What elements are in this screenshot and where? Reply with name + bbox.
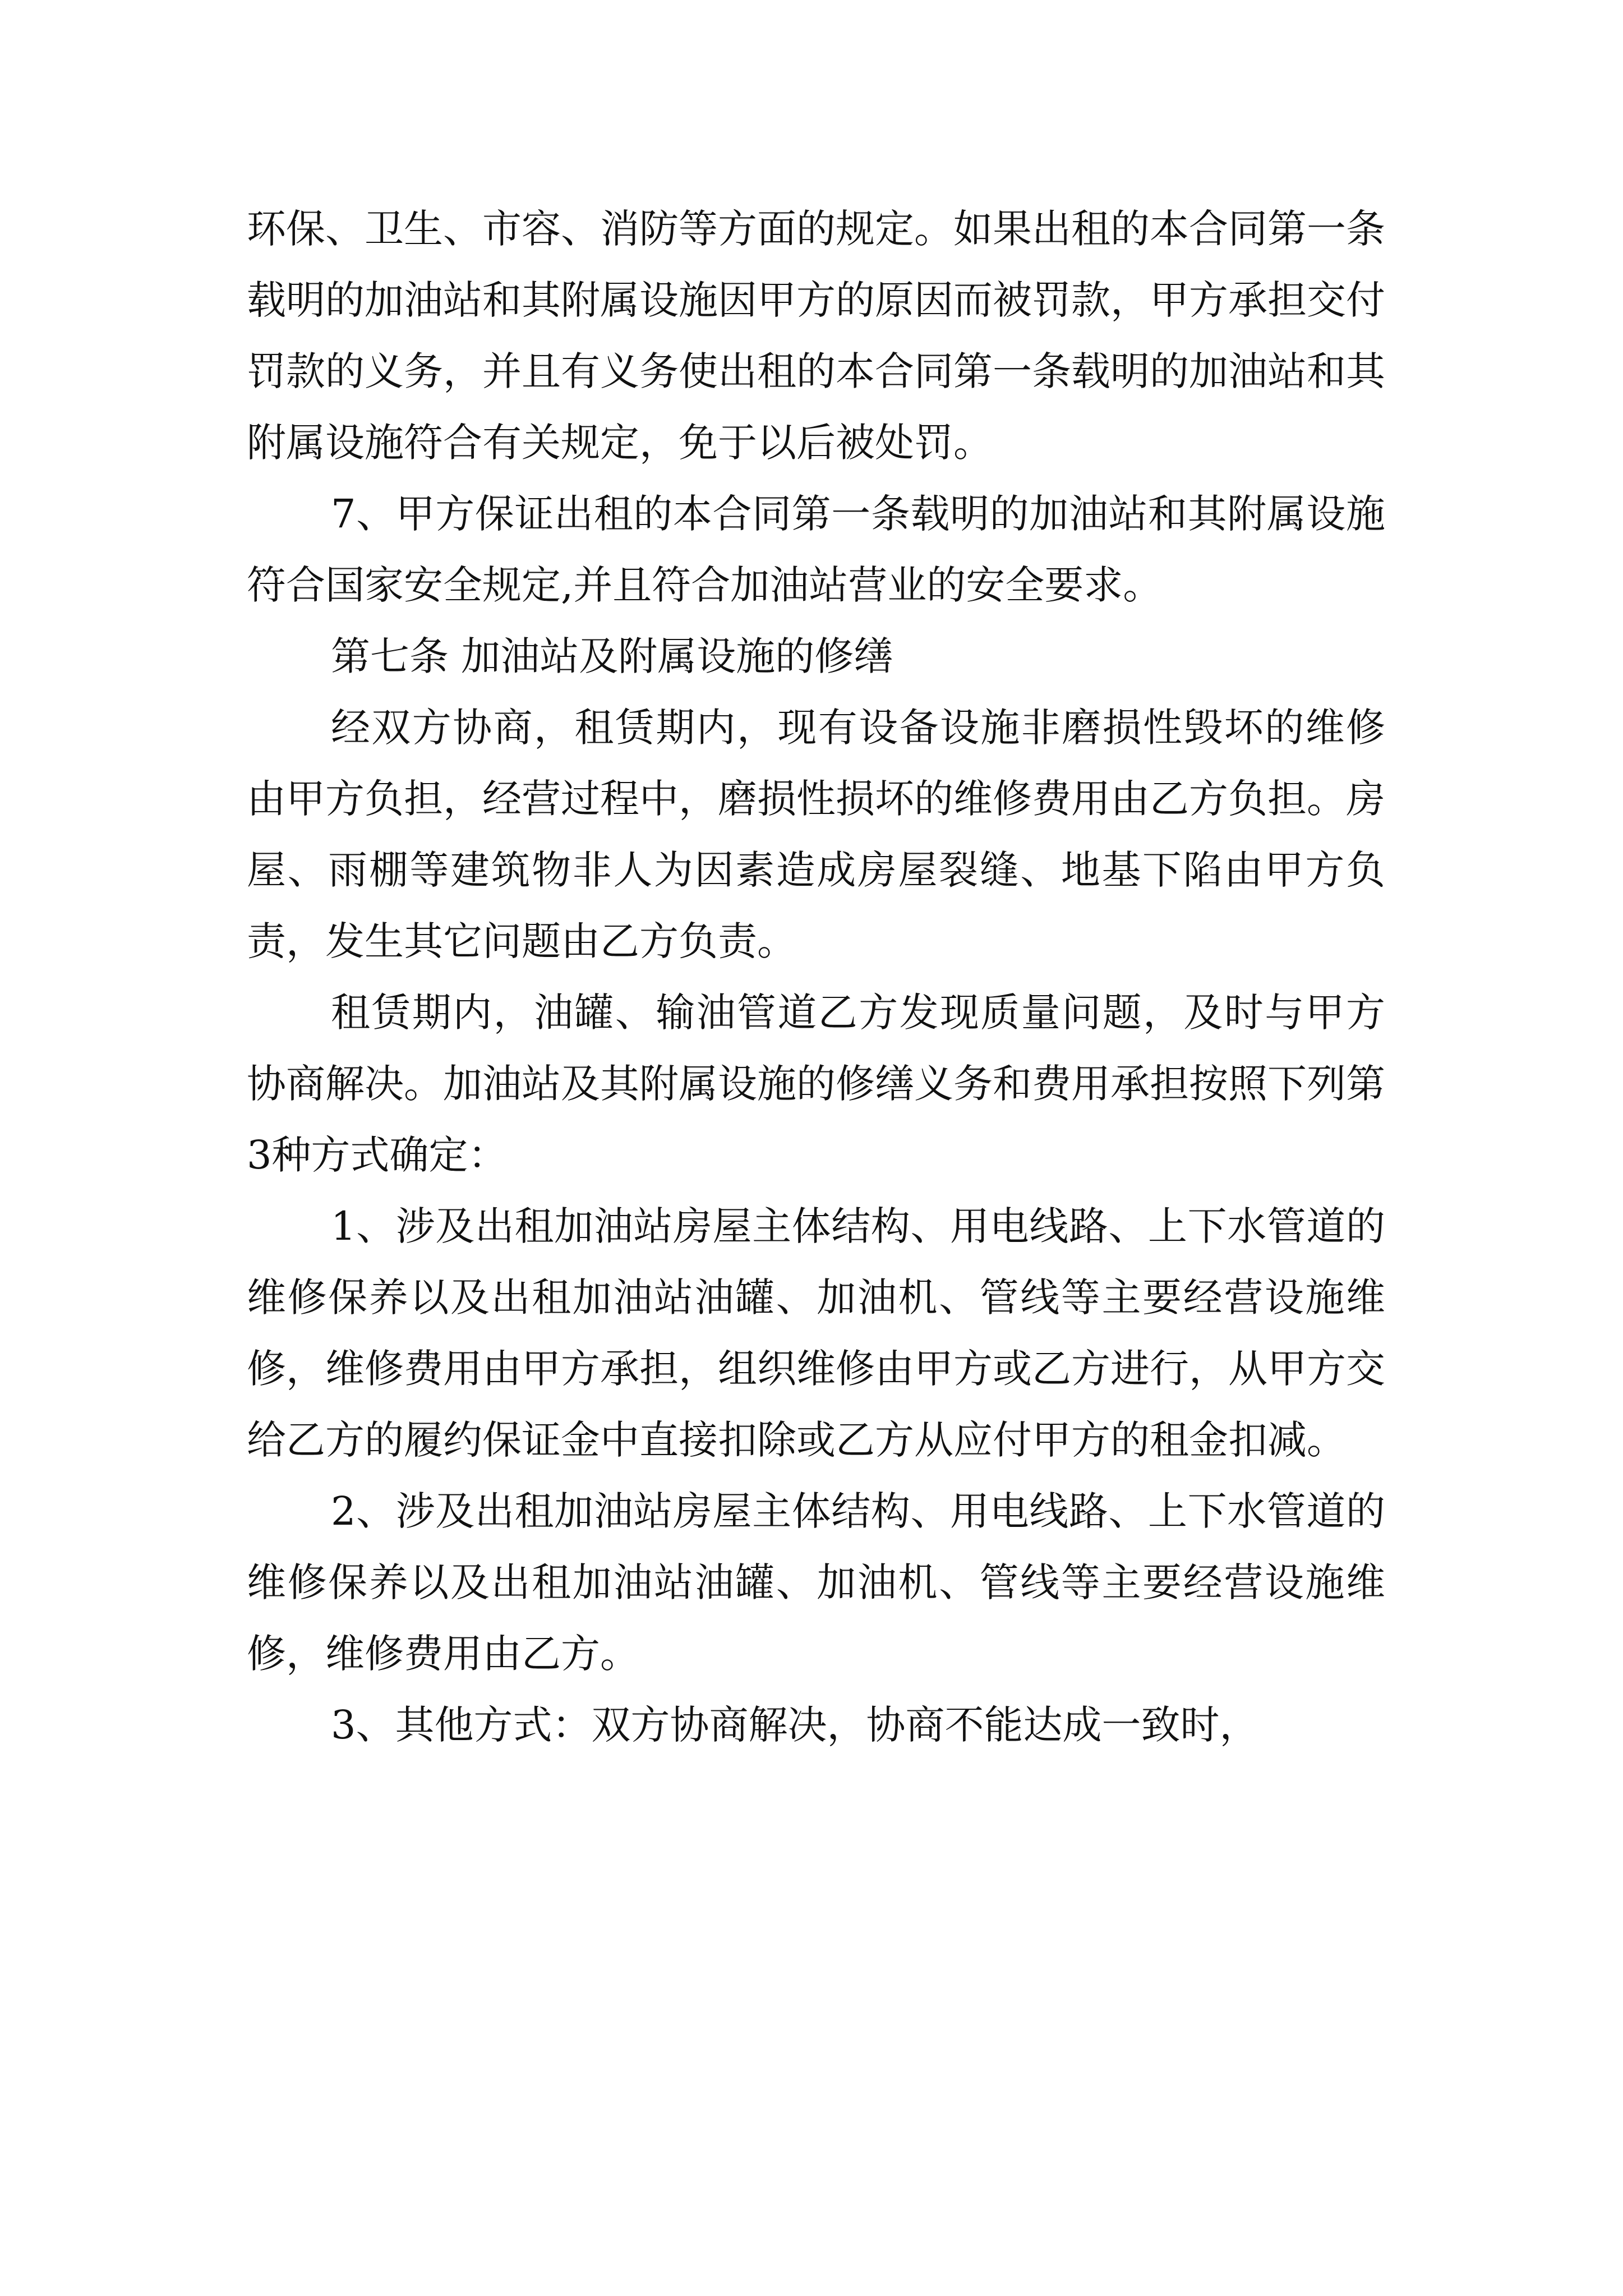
paragraph-option-2: 2、涉及出租加油站房屋主体结构、用电线路、上下水管道的维修保养以及出租加油站油罐、加油机、管线等主要经营设施维修，维修费用由乙方。 bbox=[247, 1488, 1385, 1677]
paragraph-option-1: 1、涉及出租加油站房屋主体结构、用电线路、上下水管道的维修保养以及出租加油站油罐、加油机、管线等主要经营设施维修，维修费用由甲方承担，组织维修由甲方或乙方进行，从甲方交给乙方的履约保证金中直接扣除或乙方从应付甲方的租金扣减。 bbox=[247, 1203, 1385, 1463]
document-body bbox=[247, 194, 1385, 1761]
paragraph-continuation: 环保、卫生、市容、消防等方面的规定。如果出租的本合同第一条载明的加油站和其附属设施因甲方的原因而被罚款，甲方承担交付罚款的义务，并且有义务使出租的本合同第一条载明的加油站和其附属设施符合有关规定，免于以后被处罚。 bbox=[247, 206, 1385, 466]
paragraph-maintenance-agreement: 经双方协商，租赁期内，现有设备设施非磨损性毁坏的维修由甲方负担，经营过程中，磨损性损坏的维修费用由乙方负担。房屋、雨棚等建筑物非人为因素造成房屋裂缝、地基下陷由甲方负责，发生其它问题由乙方负责。 bbox=[247, 705, 1385, 964]
paragraph-item-7: 7、甲方保证出租的本合同第一条载明的加油站和其附属设施符合国家安全规定,并且符合加油站营业的安全要求。 bbox=[247, 491, 1385, 608]
section-heading-article-7: 第七条 加油站及附属设施的修缮 bbox=[331, 633, 893, 679]
paragraph-tank-pipeline: 租赁期内，油罐、输油管道乙方发现质量问题，及时与甲方协商解决。加油站及其附属设施的修缮义务和费用承担按照下列第3种方式确定： bbox=[247, 990, 1385, 1178]
paragraph-option-3: 3、其他方式：双方协商解决，协商不能达成一致时， bbox=[331, 1702, 1259, 1748]
